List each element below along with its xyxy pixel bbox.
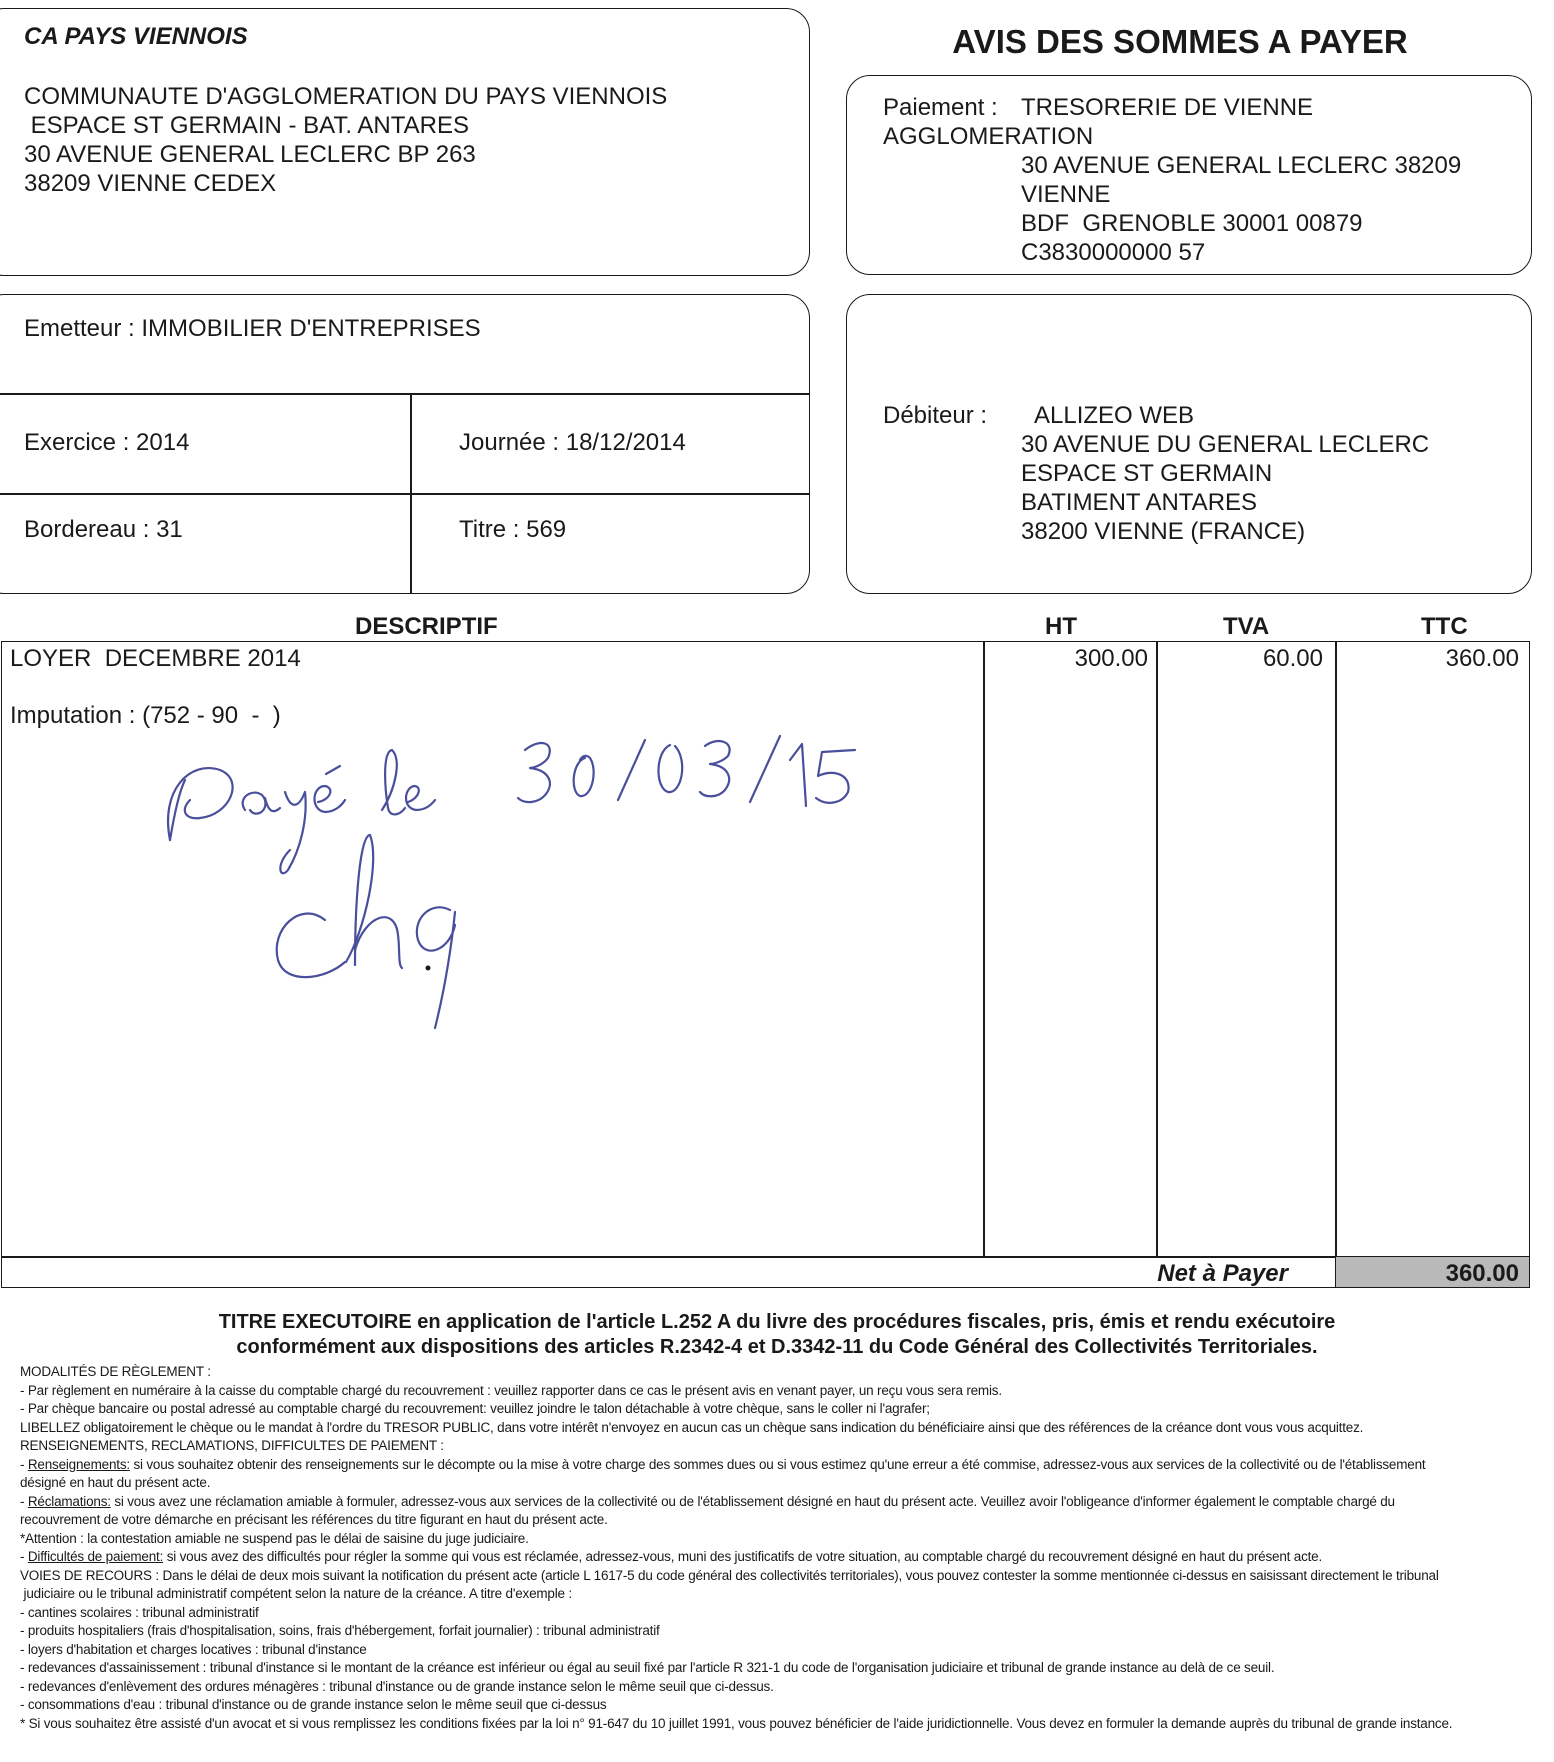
row-description: LOYER DECEMBRE 2014 [10, 645, 301, 672]
journee: Journée : 18/12/2014 [459, 429, 686, 456]
legal-line: - consommations d'eau : tribunal d'instance ou de grande instance selon le même seuil que ci-dessus [20, 1697, 607, 1712]
payment-line: C3830000000 57 [1021, 239, 1206, 266]
titre-executoire-line: TITRE EXECUTOIRE en application de l'article L.252 A du livre des procédures fiscales, pris, émis et rendu exécutoire [218, 1311, 1336, 1333]
payment-line: TRESORERIE DE VIENNE [1021, 94, 1314, 121]
document-title: AVIS DES SOMMES A PAYER [952, 23, 1408, 60]
issuer-address-line: COMMUNAUTE D'AGGLOMERATION DU PAYS VIENNOIS [24, 83, 668, 110]
titre: Titre : 569 [459, 516, 567, 543]
legal-notice [20, 1363, 1540, 1733]
renseignements-title: RENSEIGNEMENTS, RECLAMATIONS, DIFFICULTES DE PAIEMENT : [20, 1438, 444, 1453]
legal-line: recouvrement de votre démarche en précisant les références du titre figurant en haut du présent acte. [20, 1512, 608, 1527]
voies-title: VOIES DE RECOURS : [20, 1567, 159, 1583]
emetteur: Emetteur : IMMOBILIER D'ENTREPRISES [24, 315, 481, 342]
legal-line: - produits hospitaliers (frais d'hospitalisation, soins, frais d'hébergement, forfait journalier) : tribunal administratif [20, 1623, 660, 1638]
issuer-short-name: CA PAYS VIENNOIS [24, 23, 248, 50]
payment-line: 30 AVENUE GENERAL LECLERC 38209 [1021, 152, 1462, 179]
legal-line: - loyers d'habitation et charges locatives : tribunal d'instance [20, 1641, 367, 1657]
bordereau: Bordereau : 31 [24, 516, 183, 543]
legal-line: - redevances d'enlèvement des ordures ménagères : tribunal d'instance ou de grande instance selon le même seuil que ci-dessus. [20, 1678, 774, 1694]
legal-line: - Réclamations: si vous avez une réclamation amiable à formuler, adressez-vous aux services de la collectivité ou de l'établissement désigné en haut du présent acte. Veuillez avoir l'obligeance d'informer également le comptable chargé du [20, 1493, 1395, 1509]
payment-line: AGGLOMERATION [883, 123, 1094, 150]
legal-line: - Renseignements: si vous souhaitez obtenir des renseignements sur le décompte ou la mise à votre charge des sommes dues ou si vous estimez qu'une erreur a été commise, adressez-vous aux services de la collectivité ou de l'établissement [20, 1456, 1426, 1472]
debiteur-line: 30 AVENUE DU GENERAL LECLERC [1021, 431, 1430, 458]
issuer-address-line: ESPACE ST GERMAIN - BAT. ANTARES [24, 112, 469, 139]
legal-line [20, 1567, 1540, 1586]
net-label: Net à Payer [1157, 1260, 1288, 1287]
payment-line: BDF GRENOBLE 30001 00879 [1021, 210, 1363, 237]
legal-line: - Par règlement en numéraire à la caisse du comptable chargé du recouvrement : veuillez rapporter dans ce cas le présent avis en venant payer, un reçu vous sera remis. [20, 1382, 1002, 1398]
issuer-address-line: 30 AVENUE GENERAL LECLERC BP 263 [24, 141, 476, 168]
renseignements-text: si vous souhaitez obtenir des renseignements sur le décompte ou la mise à votre charge des sommes dues ou si vous estimez qu'une erreur a été commise, adressez-vous aux services de la collectivité ou de l'établissement [129, 1456, 1426, 1472]
issuer-address-line: 38209 VIENNE CEDEX [24, 170, 277, 197]
header-descriptif: DESCRIPTIF [355, 613, 498, 640]
difficultes-text: si vous avez des difficultés pour régler la somme qui vous est réclamée, adressez-vous, muni des justificatifs de votre situation, au comptable chargé du recouvrement désigné en haut du présent acte. [163, 1549, 1323, 1564]
titre-executoire [0, 1310, 1554, 1360]
header-tva: TVA [1223, 613, 1270, 640]
legal-line: - cantines scolaires : tribunal administratif [20, 1604, 259, 1620]
reclamations-text: si vous avez une réclamation amiable à formuler, adressez-vous aux services de la collectivité ou de l'établissement désigné en haut du présent acte. Veuillez avoir l'obligeance d'informer également le comptable chargé du [110, 1493, 1395, 1509]
reclamations-label: Réclamations: [27, 1493, 111, 1509]
legal-line: désigné en haut du présent acte. [20, 1475, 211, 1490]
debiteur-label: Débiteur : [883, 402, 988, 429]
legal-line: judiciaire ou le tribunal administratif compétent selon la nature de la créance. A titre d'exemple : [20, 1586, 572, 1601]
modalites-title: MODALITÉS DE RÈGLEMENT : [20, 1364, 211, 1379]
legal-line: - Difficultés de paiement: si vous avez des difficultés pour régler la somme qui vous est réclamée, adressez-vous, muni des justificatifs de votre situation, au comptable chargé du recouvrement désigné en haut du présent acte. [20, 1549, 1323, 1564]
row-tva: 60.00 [1262, 645, 1323, 672]
header-ttc: TTC [1421, 613, 1468, 640]
debiteur-name: ALLIZEO WEB [1034, 402, 1195, 429]
issuer-address [24, 82, 667, 198]
voies-text: Dans le délai de deux mois suivant la notification du présent acte (article L 1617-5 du code général des collectivités territoriales), vous pouvez contester la somme mentionnée ci-dessus en saisissant directement le tribunal [158, 1567, 1439, 1583]
titre-executoire-line: conformément aux dispositions des articles R.2342-4 et D.3342-11 du Code Général des Collectivités Territoriales. [236, 1336, 1318, 1358]
header-ht: HT [1045, 613, 1077, 640]
debiteur-line: ESPACE ST GERMAIN [1021, 460, 1273, 487]
row-ht: 300.00 [1074, 645, 1148, 672]
renseignements-label: Renseignements: [27, 1456, 130, 1472]
debiteur-line: 38200 VIENNE (FRANCE) [1021, 518, 1306, 545]
net-value: 360.00 [1445, 1260, 1519, 1287]
legal-line: LIBELLEZ obligatoirement le chèque ou le mandat à l'ordre du TRESOR PUBLIC, dans votre intérêt n'envoyez en aucun cas un chèque sans indication du bénéficiaire ainsi que des références de la créance dont vous vous acquittez. [20, 1419, 1364, 1435]
row-ttc: 360.00 [1445, 645, 1519, 672]
legal-line: - redevances d'assainissement : tribunal d'instance si le montant de la créance est inférieur ou égal au seuil fixé par l'article R 321-1 du code de l'organisation judiciaire et tribunal de grande instance au delà de ce seuil. [20, 1660, 1275, 1675]
exercice: Exercice : 2014 [24, 429, 190, 456]
handwritten-payment-note [150, 700, 970, 1040]
payment-line: VIENNE [1021, 181, 1111, 208]
payment-label: Paiement : [883, 94, 998, 121]
legal-line: *Attention : la contestation amiable ne suspend pas le délai de saisine du juge judiciaire. [20, 1530, 529, 1546]
debiteur-line: BATIMENT ANTARES [1021, 489, 1258, 516]
legal-line: - Par chèque bancaire ou postal adressé au comptable chargé du recouvrement: veuillez joindre le talon détachable à votre chèque, sans le coller ni l'agrafer; [20, 1401, 930, 1416]
difficultes-label: Difficultés de paiement: [27, 1549, 164, 1564]
row-imputation: Imputation : (752 - 90 - ) [10, 702, 281, 729]
legal-line: * Si vous souhaitez être assisté d'un avocat et si vous remplissez les conditions fixées par la loi n° 91-647 du 10 juillet 1991, vous pouvez bénéficier de l'aide juridictionnelle. Vous devez en formuler la demande auprès du tribunal de grande instance. [20, 1715, 1453, 1731]
